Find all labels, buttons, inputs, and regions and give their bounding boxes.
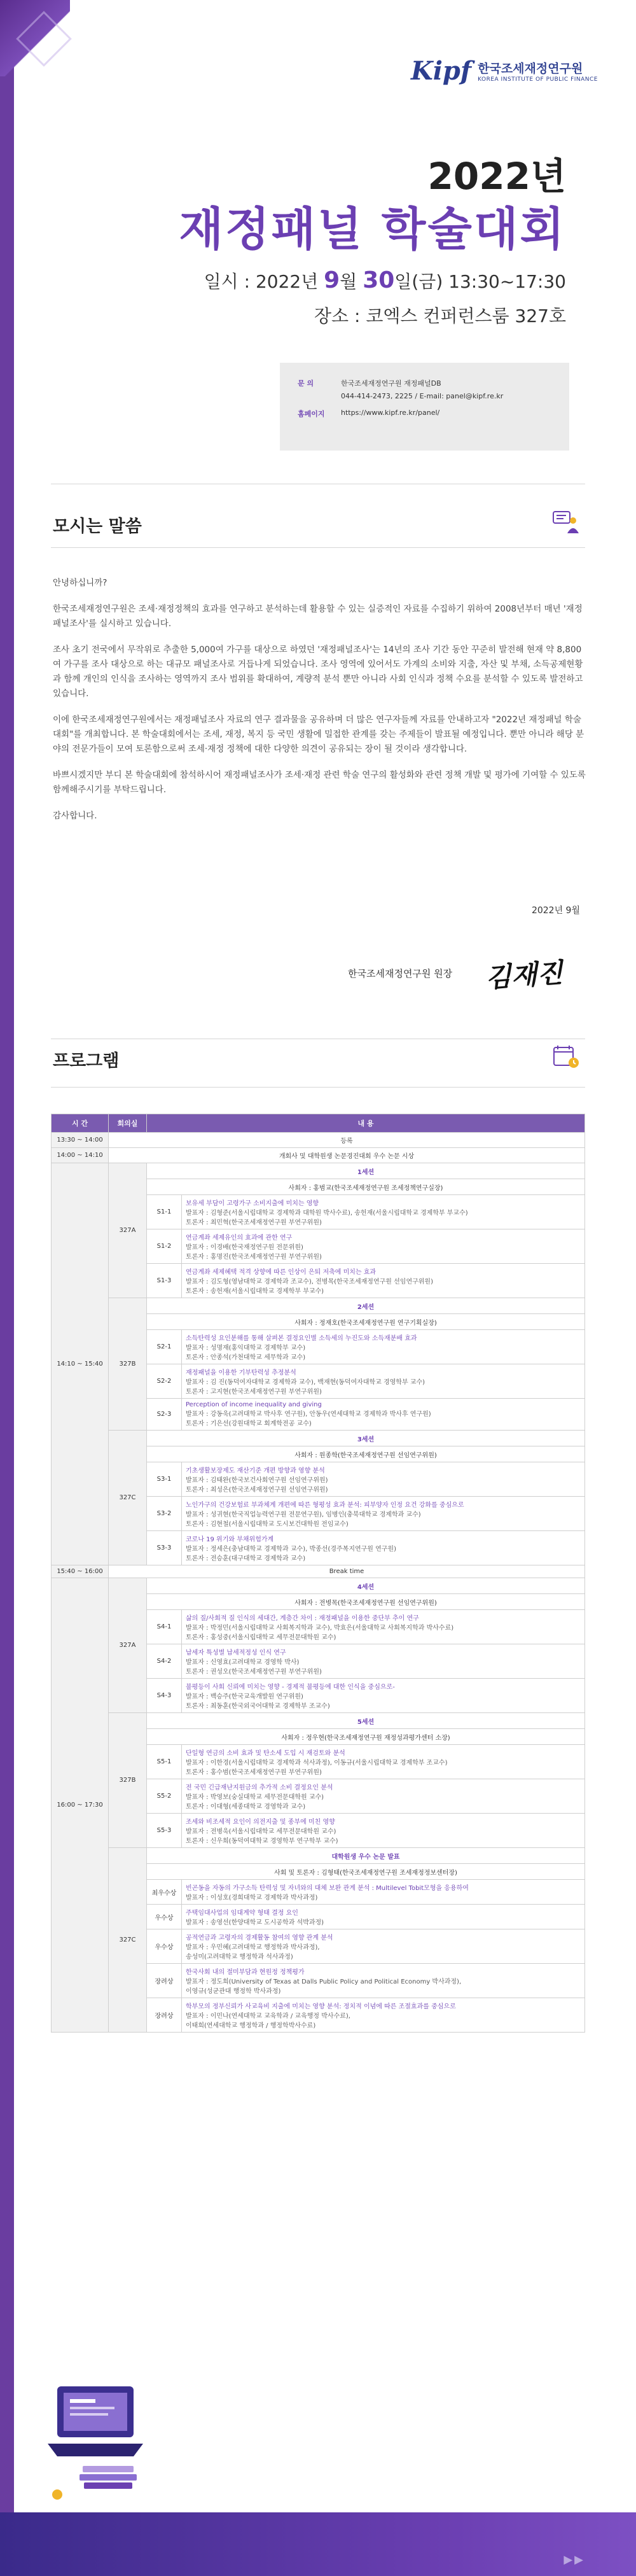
table-row	[52, 1578, 585, 1594]
talk-title: 조세와 비조세적 요인이 의전지출 및 종부에 미친 영향	[186, 1819, 335, 1826]
talk-id: S4-2	[147, 1644, 182, 1679]
row-time: 16:00 ~ 17:30	[52, 1578, 109, 2033]
talk-line: 발표자 : 백승주(한국교육개발원 연구위원)	[186, 1693, 303, 1700]
talk-id: S1-3	[147, 1264, 182, 1298]
session-moderator: 사회자 : 정재호(한국조세재정연구원 연구기획실장)	[147, 1314, 585, 1330]
signature: 김재진	[484, 956, 564, 994]
talk-line: 토론자 : 신우희(동덕여대학교 경영학부 연구학부 교수)	[186, 1838, 338, 1845]
talk-detail	[182, 1399, 585, 1431]
talk-title: 공적연금과 고령자의 경제활동 참여의 영향 관계 분석	[186, 1935, 333, 1942]
room-cell: 327A	[109, 1163, 147, 1298]
talk-detail	[182, 1229, 585, 1264]
session-name: 1세션	[147, 1163, 585, 1179]
program-header-row	[52, 1114, 585, 1133]
section-divider	[51, 1087, 585, 1088]
date-time: 일(금) 13:30~17:30	[394, 271, 566, 292]
talk-id: 최우수상	[147, 1880, 182, 1905]
talk-detail	[182, 1610, 585, 1644]
inquiry-phone-email[interactable]: 044-414-2473, 2225 / E-mail: panel@kipf.re.kr	[341, 392, 504, 400]
talk-title: 연금계좌 세제혜택 적격 상향에 따른 인상이 은퇴 저축에 미치는 효과	[186, 1269, 377, 1276]
program-section-title: 프로그램	[53, 1051, 120, 1071]
program-table	[51, 1114, 585, 2033]
talk-detail	[182, 1929, 585, 1964]
talk-line: 발표자 : 김태완(한국보건사회연구원 선임연구위원)	[186, 1477, 328, 1484]
greeting-paragraph: 이에 한국조세재정연구원에서는 재정패널조사 자료의 연구 결과물을 공유하며 더 많은 연구자들께 자료를 안내하고자 "2022년 재정패널 학술대회"를 개최합니다. 본 학술대회에서는 조세, 재정, 복지 등 국민 생활에 밀접한 관계를 갖는 주제들이 발표될 예정입니다. 뿐만 아니라 해당 분야의 전문가들이 모여 토론함으로써 조세·재정 정책에 대한 다양한 의견이 공유되는 장이 될 것이라 생각합니다.	[53, 715, 584, 754]
talk-detail	[182, 1814, 585, 1848]
talk-id: S2-3	[147, 1399, 182, 1431]
row-time: 14:10 ~ 15:40	[52, 1163, 109, 1565]
talk-id: S4-3	[147, 1679, 182, 1713]
talk-line: 발표자 : 전병욱(서울시립대학교 세무전문대학원 교수)	[186, 1828, 336, 1835]
inquiry-value: 한국조세재정연구원 재정패널DB	[341, 379, 441, 388]
table-row	[52, 1163, 585, 1179]
row-time: 14:00 ~ 14:10	[52, 1148, 109, 1163]
talk-line: 토론자 : 이대형(세종대학교 경영학과 교수)	[186, 1803, 306, 1810]
talk-detail	[182, 1497, 585, 1531]
talk-title: 한국사회 내의 절미부담과 현원정 정책평가	[186, 1969, 305, 1976]
talk-title: 연금계좌 세제유인의 효과에 관한 연구	[186, 1235, 293, 1242]
talk-line: 발표자 : 이민나(연세대학교 교육학과 / 교육행정 박사수료),	[186, 2013, 350, 2020]
talk-detail	[182, 1330, 585, 1364]
talk-detail	[182, 1679, 585, 1713]
talk-detail	[182, 1880, 585, 1905]
org-name-korean: 한국조세재정연구원	[478, 62, 583, 76]
talk-detail	[182, 1779, 585, 1814]
event-date	[204, 267, 566, 293]
talk-detail	[182, 1462, 585, 1497]
date-label: 일시 : 2022년	[204, 271, 324, 292]
talk-id: S3-2	[147, 1497, 182, 1531]
session-moderator: 사회자 : 홍범교(한국조세재정연구원 조세정책연구실장)	[147, 1179, 585, 1195]
talk-line: 토론자 : 홍명진(한국조세재정연구원 부연구위원)	[186, 1254, 322, 1261]
row-time: 13:30 ~ 14:00	[52, 1133, 109, 1148]
talk-title: 주택임대사업의 임대계약 형태 결정 요인	[186, 1910, 298, 1917]
row-content: 등록	[109, 1133, 585, 1148]
room-cell: 327B	[109, 1713, 147, 1848]
talk-id: S1-1	[147, 1195, 182, 1229]
talk-detail	[182, 1364, 585, 1399]
talk-title: 빈곤동을 자동의 가구소득 탄력성 및 자녀와의 대체 보완 관계 분석 : Multilevel Tobit모형을 응용하여	[186, 1885, 469, 1892]
talk-id: S3-3	[147, 1531, 182, 1565]
talk-line: 토론자 : 고지현(한국조세재정연구원 부연구위원)	[186, 1389, 322, 1396]
event-place: 장소 : 코엑스 컨퍼런스룸 327호	[314, 305, 566, 326]
talk-title: Perception of income inequality and giving	[186, 1401, 322, 1408]
talk-id: S5-2	[147, 1779, 182, 1814]
talk-line: 송성미(고려대학교 행정학과 석사과정)	[186, 1954, 293, 1961]
talk-line: 토론자 : 송헌재(서울시립대학교 경제학부 부교수)	[186, 1288, 324, 1295]
talk-detail	[182, 1998, 585, 2033]
table-row	[52, 1713, 585, 1729]
talk-line: 토론자 : 전승훈(대구대학교 경제학과 교수)	[186, 1555, 306, 1562]
talk-line: 이영규(성균관대 행정학 박사과정)	[186, 1988, 281, 1995]
talk-line: 발표자 : 우민혜(고려대학교 행정학과 박사과정),	[186, 1944, 320, 1951]
talk-detail	[182, 1644, 585, 1679]
talk-line: 발표자 : 정세은(충남대학교 경제학과 교수), 박종선(경주복지연구원 연구원)	[186, 1546, 397, 1553]
talk-id: S2-2	[147, 1364, 182, 1399]
homepage-link[interactable]: https://www.kipf.re.kr/panel/	[341, 409, 440, 417]
talk-line: 발표자 : 김도형(영남대학교 경제학과 조교수), 전병목(한국조세재정연구원 선임연구위원)	[186, 1278, 433, 1285]
talk-line: 토론자 : 홍수범(한국조세재정연구원 부연구위원)	[186, 1769, 322, 1776]
talk-title: 전 국민 긴급재난지원금의 추가적 소비 결정요인 분석	[186, 1784, 333, 1791]
session-name: 2세션	[147, 1298, 585, 1314]
talk-line: 발표자 : 김형준(서울시립대학교 경제학과 대학원 박사수료), 송헌재(서울시립대학교 경제학부 부교수)	[186, 1210, 468, 1217]
talk-line: 발표자 : 박영보(숭실대학교 세무전문대학원 교수)	[186, 1794, 324, 1801]
talk-title: 노인가구의 건강보험료 부과체계 개편에 따른 형평성 효과 분석: 피부양자 인정 요건 강화를 중심으로	[186, 1502, 464, 1509]
table-row	[52, 1848, 585, 1864]
session-moderator: 사회 및 토론자 : 김형태(한국조세재정연구원 조세재정정보센터장)	[147, 1864, 585, 1880]
homepage-label: 홈페이지	[298, 410, 325, 418]
talk-line: 발표자 : 김 진(동덕여자대학교 경제학과 교수), 백재현(동덕여자대학교 경영학부 교수)	[186, 1379, 425, 1386]
talk-title: 소득탄력성 요인분해를 통해 살펴본 결정요인별 소득세의 누진도와 소득재분배 효과	[186, 1335, 417, 1342]
talk-line: 발표자 : 박정민(서울시립대학교 사회복지학과 교수), 박효은(서울대학교 사회복지학과 박사수료)	[186, 1625, 454, 1632]
talk-line: 이태희(연세대학교 행정학과 / 행정학박사수료)	[186, 2022, 316, 2029]
header-room: 회의실	[109, 1114, 147, 1133]
event-title: 재정패널 학술대회	[179, 202, 566, 256]
talk-line: 발표자 : 성명재(홍익대학교 경제학부 교수)	[186, 1345, 306, 1352]
talk-detail	[182, 1745, 585, 1779]
talk-title: 불평등이 사회 신뢰에 미치는 영향 - 경제적 불평등에 대한 인식을 중심으로-	[186, 1684, 395, 1691]
talk-detail	[182, 1531, 585, 1565]
talk-line: 토론자 : 최성은(한국조세재정연구원 선임연구위원)	[186, 1487, 328, 1494]
greeting-paragraph: 한국조세재정연구원은 조세·재정정책의 효과를 연구하고 분석하는데 활용할 수 있는 실증적인 자료를 수집하기 위하여 2008년부터 매년 '재정패널조사'를 실시하고 있습니다.	[53, 604, 583, 629]
talk-line: 토론자 : 홍성중(서울시립대학교 세무전문대학원 교수)	[186, 1634, 336, 1641]
talk-line: 발표자 : 정도희(University of Texas at Dalls Public Policy and Political Economy 박사과정),	[186, 1978, 462, 1985]
talk-id: 장려상	[147, 1998, 182, 2033]
session-name: 5세션	[147, 1713, 585, 1729]
greeting-paragraph: 바쁘시겠지만 부디 본 학술대회에 참석하시어 재정패널조사가 조세·재정 관련 학술 연구의 활성화와 관련 정책 개발 및 평가에 기여할 수 있도록 함께해주시기를 부탁드립니다.	[53, 770, 586, 795]
session-moderator: 사회자 : 전병목(한국조세재정연구원 선임연구위원)	[147, 1594, 585, 1610]
event-year: 2022년	[427, 155, 566, 198]
talk-line: 발표자 : 이경배(한국재정연구원 전문위원)	[186, 1244, 303, 1251]
talk-id: S2-1	[147, 1330, 182, 1364]
talk-detail	[182, 1905, 585, 1929]
greeting-section-title: 모시는 말씀	[53, 517, 142, 536]
session-name: 4세션	[147, 1578, 585, 1594]
talk-line: 발표자 : 이성호(경희대학교 경제학과 박사과정)	[186, 1894, 318, 1901]
talk-id: S4-1	[147, 1610, 182, 1644]
session-moderator: 사회자 : 원종학(한국조세재정연구원 선임연구위원)	[147, 1446, 585, 1462]
talk-id: S3-1	[147, 1462, 182, 1497]
talk-line: 토론자 : 기은선(강원대학교 회계학전공 교수)	[186, 1420, 312, 1427]
talk-line: 토론자 : 안종석(가천대학교 세무학과 교수)	[186, 1354, 306, 1361]
session-moderator: 사회자 : 정우현(한국조세재정연구원 재정성과평가센터 소장)	[147, 1729, 585, 1745]
row-content: 개회사 및 대학원생 논문경진대회 우수 논문 시상	[109, 1148, 585, 1163]
signer-title: 한국조세재정연구원 원장	[348, 968, 453, 979]
talk-line: 발표자 : 송영선(한양대학교 도시공학과 석박과정)	[186, 1919, 324, 1926]
letter-date: 2022년 9월	[531, 906, 580, 916]
talk-detail	[182, 1264, 585, 1298]
inquiry-label: 문 의	[298, 379, 314, 388]
talk-line: 발표자 : 이한경(서울시립대학교 경제학과 석사과정), 이동규(서울시립대학교 경제학부 조교수)	[186, 1760, 448, 1767]
contact-box	[280, 363, 569, 451]
session-name: 대학원생 우수 논문 발표	[147, 1848, 585, 1864]
talk-detail	[182, 1195, 585, 1229]
greeting-paragraph: 조사 초기 전국에서 무작위로 추출한 5,000여 가구를 대상으로 하였던 '재정패널조사'는 14년의 조사 기간 동안 꾸준히 발전해 현재 약 8,800여 가구를 조사 대상으로 하는 대규모 패널조사로 거듭나게 되었습니다. 조사 영역에 있어서도 가계의 소비와 지출, 자산 및 부채, 소득공제현황과 함께 개인의 인식을 조사하는 영역까지 조사 범위를 확대하여, 계량적 분석 뿐만 아니라 사회 인식과 정책 수요를 분석할 수 있도록 발전하고 있습니다.	[53, 645, 583, 699]
footer-arrows: ▶▶	[563, 2553, 585, 2566]
room-cell: 327B	[109, 1298, 147, 1431]
greeting-paragraph: 안녕하십니까?	[53, 578, 107, 588]
schedule-board-icon	[552, 1044, 580, 1070]
section-divider	[51, 547, 585, 548]
room-cell: 327A	[109, 1578, 147, 1713]
program-block-late	[52, 1578, 585, 2033]
talk-line: 토론자 : 최동훈(한국외국어대학교 경제학부 조교수)	[186, 1703, 330, 1710]
table-row	[52, 1565, 585, 1578]
header-time: 시 간	[52, 1114, 109, 1133]
talk-title: 학부모의 정부신뢰가 사교육비 지출에 미치는 영향 분석: 정치적 이념에 따른 조절효과를 중심으로	[186, 2003, 456, 2010]
greeting-paragraph: 감사합니다.	[53, 811, 97, 821]
session-name: 3세션	[147, 1431, 585, 1446]
contact-inquiry-row	[298, 378, 441, 388]
person-speaking-icon	[552, 509, 580, 535]
row-time: 15:40 ~ 16:00	[52, 1565, 109, 1578]
talk-title: 보유세 부담이 고령가구 소비지출에 미치는 영향	[186, 1200, 319, 1207]
left-accent-bar	[0, 0, 14, 2576]
table-row	[52, 1298, 585, 1314]
contact-homepage-row	[298, 409, 439, 419]
footer-band	[0, 2512, 636, 2576]
logo-mark: Kipf	[410, 56, 472, 86]
program-block-early	[52, 1163, 585, 1565]
talk-title: 재정패널을 이용한 기부탄력성 추정분석	[186, 1369, 296, 1376]
contact-phone-row	[341, 392, 503, 400]
talk-line: 발표자 : 성귀현(한국직업능력연구원 전문연구원), 임병인(충북대학교 경제학과 교수)	[186, 1511, 421, 1518]
talk-line: 발표자 : 강동욱(고려대학교 박사후 연구원), 안동우(연세대학교 경제학과 박사후 연구원)	[186, 1411, 431, 1418]
talk-line: 토론자 : 최민혁(한국조세재정연구원 부연구위원)	[186, 1219, 322, 1226]
footer-illustration	[0, 2348, 636, 2576]
kipf-logo	[411, 56, 598, 86]
laptop-illustration	[45, 2374, 153, 2520]
talk-line: 토론자 : 김현철(서울시립대학교 도시보건대학원 전임교수)	[186, 1521, 349, 1528]
talk-line: 발표자 : 신영효(고려대학교 경영학 박사)	[186, 1659, 300, 1666]
logo-text	[478, 59, 598, 83]
org-name-english: KOREA INSTITUTE OF PUBLIC FINANCE	[478, 76, 598, 83]
header-content: 내 용	[147, 1114, 585, 1133]
talk-id: 장려상	[147, 1964, 182, 1998]
talk-title: 코로나 19 위기와 부채위험가계	[186, 1536, 274, 1543]
date-month-unit: 월	[340, 271, 363, 292]
talk-title: 삶의 질/사회적 질 인식의 세대간, 계층간 차이 : 재정패널을 이용한 중단부 추이 연구	[186, 1615, 419, 1622]
talk-title: 기초생활보장제도 재산기준 개편 방향과 영향 분석	[186, 1467, 325, 1474]
table-row	[52, 1133, 585, 1148]
date-month: 9	[324, 267, 340, 293]
talk-id: 우수상	[147, 1905, 182, 1929]
room-cell: 327C	[109, 1431, 147, 1565]
greeting-letter	[53, 576, 586, 835]
talk-id: 우수상	[147, 1929, 182, 1964]
talk-title: 단일형 연금의 소비 효과 및 탄소세 도입 시 재검토와 분석	[186, 1750, 345, 1757]
talk-title: 납세자 특성별 납세적정성 인식 연구	[186, 1649, 286, 1656]
table-row	[52, 1431, 585, 1446]
talk-line: 토론자 : 권성오(한국조세재정연구원 부연구위원)	[186, 1669, 322, 1676]
talk-id: S5-1	[147, 1745, 182, 1779]
talk-id: S5-3	[147, 1814, 182, 1848]
date-day: 30	[363, 267, 395, 293]
talk-detail	[182, 1964, 585, 1998]
room-cell: 327C	[109, 1848, 147, 2033]
row-content: Break time	[109, 1565, 585, 1578]
table-row	[52, 1148, 585, 1163]
talk-id: S1-2	[147, 1229, 182, 1264]
